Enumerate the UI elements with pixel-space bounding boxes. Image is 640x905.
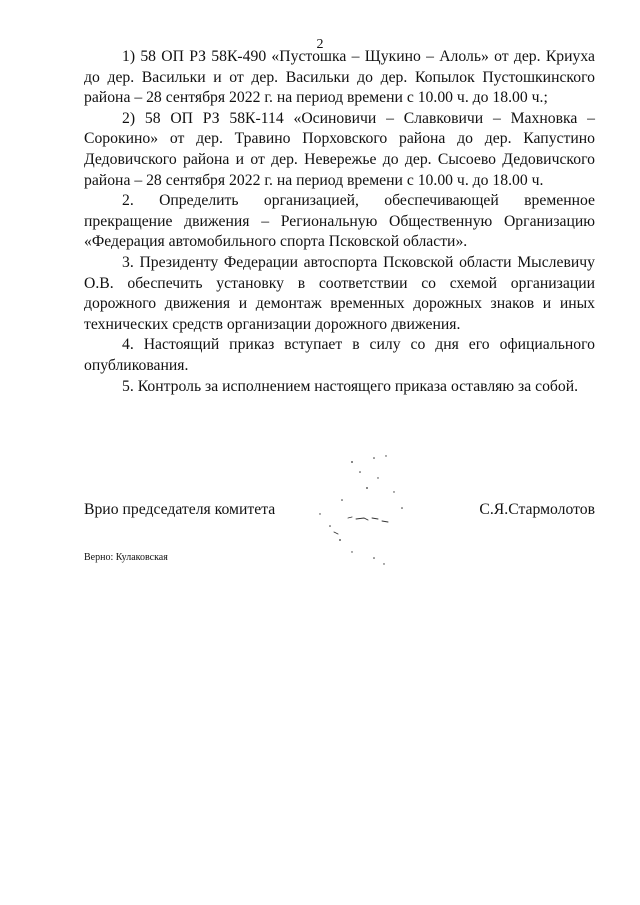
document-body xyxy=(84,47,595,397)
paragraph-item-2: 2. Определить организацией, обеспечивающей временное прекращение движения – Региональную Общественную Организацию «Федерация автомобильного спорта Псковской области». xyxy=(84,192,595,251)
signature-block xyxy=(84,500,595,524)
verified-note: Верно: Кулаковская xyxy=(84,552,168,563)
paragraph-road-2: 2) 58 ОП РЗ 58К-114 «Осиновичи – Славковичи – Махновка – Сорокино» от дер. Травино Порховского района до дер. Капустино Дедовичского района и от дер. Невережье до дер. Сысоево Дедовичского района – 28 сентября 2022 г. на период времени с 10.00 ч. до 18.00 ч. xyxy=(84,109,595,189)
page-number: 2 xyxy=(316,37,324,52)
paragraph-road-1: 1) 58 ОП РЗ 58К-490 «Пустошка – Щукино – Алоль» от дер. Криуха до дер. Васильки и от дер. Васильки до дер. Копылок Пустошкинского района – 28 сентября 2022 г. на период времени с 10.00 ч. до 18.00 ч.; xyxy=(84,48,595,107)
paragraph-item-3: 3. Президенту Федерации автоспорта Псковской области Мыслевичу О.В. обеспечить установку в соответствии со схемой организации дорожного движения и демонтаж временных дорожных знаков и иных технических средств организации дорожного движения. xyxy=(84,253,595,333)
signatory-position: Врио председателя комитета xyxy=(84,501,276,518)
paragraph-item-5: 5. Контроль за исполнением настоящего приказа оставляю за собой. xyxy=(122,377,579,395)
paragraph-item-4: 4. Настоящий приказ вступает в силу со дня его официального опубликования. xyxy=(84,336,595,374)
signatory-name: С.Я.Стармолотов xyxy=(479,501,595,518)
